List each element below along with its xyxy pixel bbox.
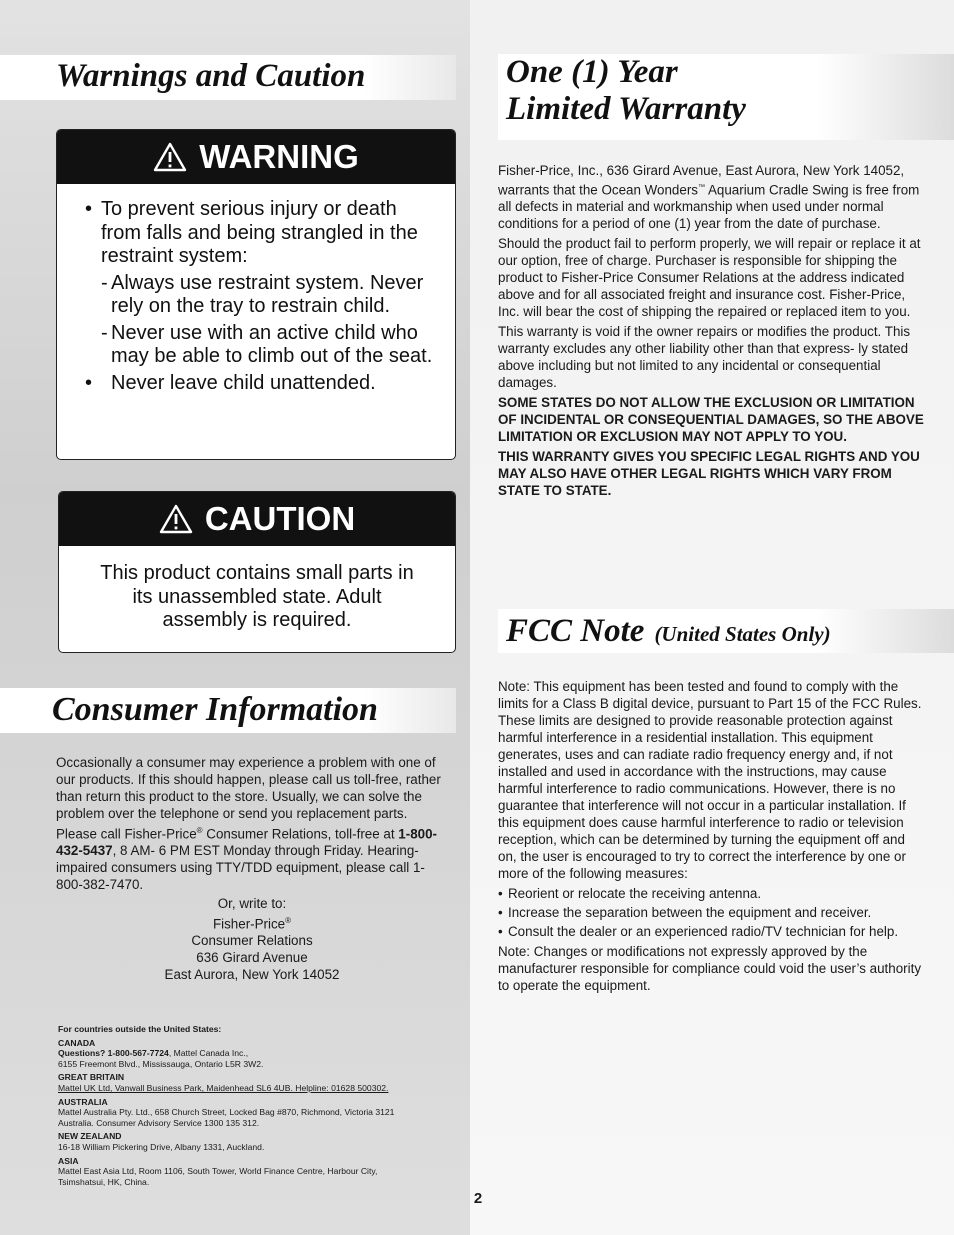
caution-body: This product contains small parts in its unassembled state. Adult assembly is required. <box>100 562 414 631</box>
warranty-paragraph-5: THIS WARRANTY GIVES YOU SPECIFIC LEGAL RIGHTS AND YOU MAY ALSO HAVE OTHER LEGAL RIGHTS WHICH VARY FROM STATE TO STATE. <box>498 449 920 499</box>
intl-asia-address-2: Tsimshatsui, HK, China. <box>58 1176 150 1187</box>
fcc-heading-sub: (United States Only) <box>654 622 831 646</box>
address-line-1: Or, write to: <box>217 896 287 911</box>
warranty-paragraph-4: SOME STATES DO NOT ALLOW THE EXCLUSION OR LIMITATION OF INCIDENTAL OR CONSEQUENTIAL DAMAGES, SO THE ABOVE LIMITATION OR EXCLUSION MAY NOT APPLY TO YOU. <box>498 395 924 445</box>
address-company: Fisher-Price <box>212 916 286 932</box>
dash: - <box>101 321 108 344</box>
warning-sub1-text: Always use restraint system. Never rely on the tray to restrain child. <box>111 271 424 317</box>
dash: - <box>101 271 108 294</box>
consumer-text-c: , 8 AM- 6 PM EST Monday through Friday. Hearing-impaired consumers using TTY/TDD equipment, please call 1-800-382-7470. <box>56 843 425 893</box>
intl-canada-company: , Mattel Canada Inc., <box>168 1048 249 1059</box>
intl-canada-phone: Questions? 1-800-567-7724 <box>58 1048 169 1059</box>
warranty-paragraph-3: This warranty is void if the owner repairs or modifies the product. This warranty excludes any other liability other than that express- ly stated above including but not limited to any incidental or consequential damages. <box>498 324 911 391</box>
intl-asia-address-1: Mattel East Asia Ltd, Room 1106, South Tower, World Finance Centre, Harbour City, <box>58 1166 378 1177</box>
intl-nz-label: NEW ZEALAND <box>58 1131 122 1142</box>
intl-au-address-1: Mattel Australia Pty. Ltd., 658 Church Street, Locked Bag #870, Richmond, Victoria 3121 <box>58 1107 395 1118</box>
intl-au-label: AUSTRALIA <box>58 1096 108 1107</box>
warning-item-1 <box>85 198 437 269</box>
intl-au-address-2: Australia. Consumer Advisory Service 1300 135 312. <box>58 1117 260 1128</box>
registered-mark: ® <box>196 826 203 835</box>
caution-triangle-icon <box>159 504 193 534</box>
address-line-5: East Aurora, New York 14052 <box>164 967 340 983</box>
warning-box <box>56 129 456 460</box>
warning-sub2-text: Never use with an active child who may be able to climb out of the seat. <box>111 321 433 367</box>
consumer-phone: 1-800-432-5437 <box>56 826 438 859</box>
consumer-paragraph <box>56 754 448 893</box>
warning-intro: To prevent serious injury or death from falls and being strangled in the restraint system: <box>101 198 418 267</box>
warranty-heading-line-1: One (1) Year <box>506 54 678 90</box>
consumer-heading: Consumer Information <box>52 691 378 728</box>
address-line-3: Consumer Relations <box>191 933 313 949</box>
fcc-heading-main: FCC Note <box>506 613 645 649</box>
intl-canada-address: 6155 Freemont Blvd., Mississauga, Ontario L5R 3W2. <box>58 1058 264 1069</box>
warning-sub-1 <box>85 272 437 319</box>
address-line-2 <box>56 912 448 932</box>
warning-triangle-icon <box>153 142 187 172</box>
warning-title: WARNING <box>199 138 359 175</box>
fcc-heading <box>506 609 831 659</box>
warranty-p1-b: Aquarium Cradle Swing is free from all defects in material and workmanship when used under normal conditions for a period of one (1) year from the date of purchase. <box>498 182 920 232</box>
mailing-address <box>56 895 448 983</box>
consumer-text-b: Consumer Relations, toll-free at <box>202 826 399 842</box>
warranty-paragraph-1 <box>498 162 926 232</box>
warning-item-2 <box>85 372 437 396</box>
warning-body <box>57 184 455 395</box>
warranty-paragraph-2: Should the product fail to perform properly, we will repair or replace it at our option, free of charge. Purchaser is responsible for shipping the product to Fisher-Price Consumer Relations at the address indicated above and for all associated freight and insurance cost. Fisher-Price, Inc. will bear the cost of shipping the repaired or replaced item to you. <box>498 236 921 320</box>
international-contacts <box>58 1024 448 1187</box>
warranty-text <box>498 162 926 502</box>
fcc-paragraph-2: Note: Changes or modifications not expressly approved by the manufacturer responsible for compliance could void the user’s authority to operate the equipment. <box>498 944 922 993</box>
trademark-mark: ™ <box>697 184 705 191</box>
warning-title-bar <box>57 130 455 184</box>
intl-gb-label: GREAT BRITAIN <box>58 1072 125 1083</box>
fcc-measures-list <box>498 885 926 940</box>
intl-asia-label: ASIA <box>58 1155 79 1166</box>
intl-gb-address: Mattel UK Ltd, Vanwall Business Park, Maidenhead SL6 4UB. Helpline: 01628 500302. <box>58 1082 389 1093</box>
warranty-heading <box>506 54 746 128</box>
warranty-p1-a: Fisher-Price, Inc., 636 Girard Avenue, East Aurora, New York 14052, warrants that the Ocean Wonders <box>498 163 905 198</box>
list-item: • Increase the separation between the equipment and receiver. <box>498 904 926 921</box>
bullet: • <box>85 198 93 220</box>
consumer-text-a: Occasionally a consumer may experience a problem with one of our products. If this should happen, please call us toll-free, rather than return this product to the store. Usually, we can solve the problem over the telephone or send you replacement parts. Please call Fisher-Price <box>56 755 441 842</box>
caution-title-bar <box>59 492 455 546</box>
registered-mark: ® <box>285 916 292 925</box>
intl-nz-address: 16-18 William Pickering Drive, Albany 1331, Auckland. <box>58 1141 265 1152</box>
list-item: • Consult the dealer or an experienced radio/TV technician for help. <box>498 923 926 940</box>
fcc-text <box>498 678 926 997</box>
caution-box <box>58 491 456 653</box>
fcc-paragraph-1: Note: This equipment has been tested and found to comply with the limits for a Class B digital device, pursuant to Part 15 of the FCC Rules. These limits are designed to provide reasonable protection against harmful interference in a residential installation. This equipment generates, uses and can radiate radio frequency energy and, if not installed and used in accordance with the instructions, may cause harmful interference to radio communications. However, there is no guarantee that interference will not occur in a particular installation. If this equipment does cause harmful interference to radio or television reception, which can be determined by turning the equipment off and on, the user is encouraged to try to correct the interference by one or more of the following measures: <box>498 679 922 881</box>
intl-canada-label: CANADA <box>58 1037 96 1048</box>
warning-sub-2 <box>85 322 437 369</box>
bullet: • <box>85 371 93 394</box>
address-line-4: 636 Girard Avenue <box>196 950 308 966</box>
warranty-heading-line-2: Limited Warranty <box>506 91 746 127</box>
list-item: • Reorient or relocate the receiving antenna. <box>498 885 926 902</box>
intl-canada-line <box>58 1048 448 1059</box>
warnings-heading: Warnings and Caution <box>56 58 366 94</box>
intl-heading: For countries outside the United States: <box>58 1024 222 1034</box>
caution-title: CAUTION <box>204 500 356 537</box>
warning-item2-text: Never leave child unattended. <box>111 371 376 394</box>
page-number: 2 <box>473 1190 483 1207</box>
